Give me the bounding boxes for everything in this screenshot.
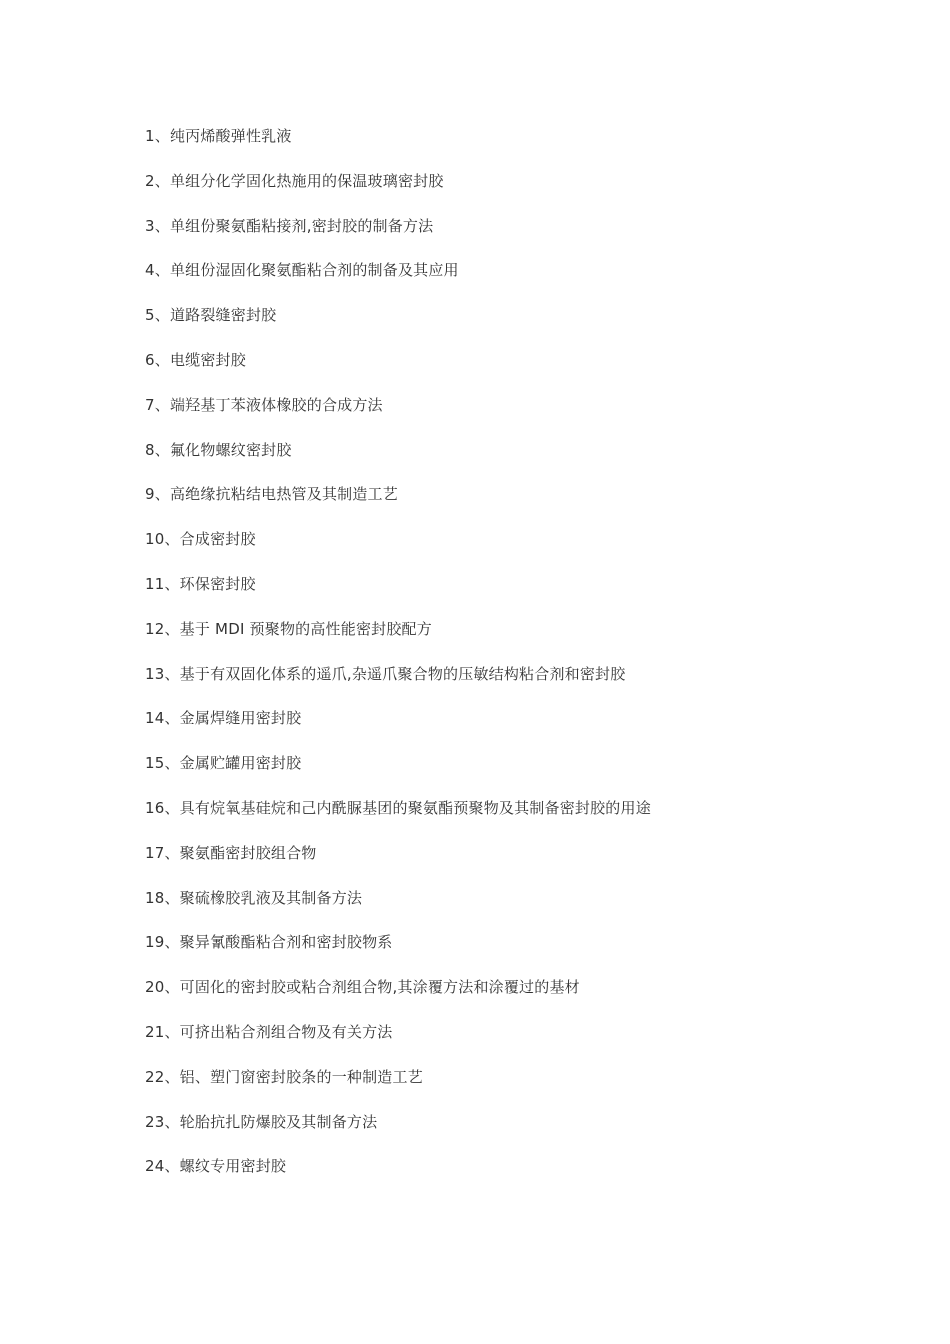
list-item: 19、聚异氰酸酯粘合剂和密封胶物系: [145, 933, 393, 952]
list-item: 6、电缆密封胶: [145, 350, 246, 369]
list-item: 15、金属贮罐用密封胶: [145, 754, 302, 773]
list-item: 9、高绝缘抗粘结电热管及其制造工艺: [145, 485, 398, 504]
list-item: 11、环保密封胶: [145, 574, 256, 593]
list-item: 24、螺纹专用密封胶: [145, 1157, 287, 1176]
list-item: 22、铝、塑门窗密封胶条的一种制造工艺: [145, 1067, 423, 1086]
patent-title-list: [145, 124, 905, 1199]
list-item: 18、聚硫橡胶乳液及其制备方法: [145, 888, 363, 907]
list-item: 17、聚氨酯密封胶组合物: [145, 843, 317, 862]
list-item: 16、具有烷氧基硅烷和己内酰脲基团的聚氨酯预聚物及其制备密封胶的用途: [145, 798, 651, 817]
list-item: 2、单组分化学固化热施用的保温玻璃密封胶: [145, 171, 444, 190]
list-item: 13、基于有双固化体系的遥爪,杂遥爪聚合物的压敏结构粘合剂和密封胶: [145, 664, 626, 683]
list-item: 20、可固化的密封胶或粘合剂组合物,其涂覆方法和涂覆过的基材: [145, 978, 580, 997]
list-item: 3、单组份聚氨酯粘接剂,密封胶的制备方法: [145, 216, 434, 235]
list-item: 23、轮胎抗扎防爆胶及其制备方法: [145, 1112, 378, 1131]
list-item: 12、基于 MDI 预聚物的高性能密封胶配方: [145, 619, 432, 638]
list-item: 10、合成密封胶: [145, 530, 256, 549]
list-item: 8、氟化物螺纹密封胶: [145, 440, 292, 459]
list-item: 7、端羟基丁苯液体橡胶的合成方法: [145, 395, 383, 414]
list-item: 1、纯丙烯酸弹性乳液: [145, 127, 292, 145]
list-item: 5、道路裂缝密封胶: [145, 306, 277, 325]
list-item: 4、单组份湿固化聚氨酯粘合剂的制备及其应用: [145, 261, 459, 280]
list-item: 21、可挤出粘合剂组合物及有关方法: [145, 1022, 393, 1041]
list-item: 14、金属焊缝用密封胶: [145, 709, 302, 728]
